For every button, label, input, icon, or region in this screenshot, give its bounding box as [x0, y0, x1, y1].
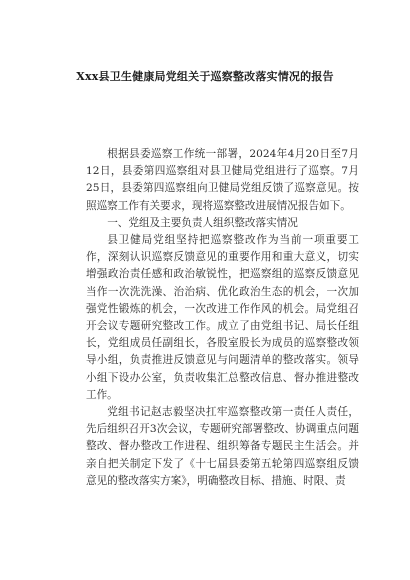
paragraph-party-group: 县卫健局党组坚持把巡察整改作为当前一项重要工作，深刻认识巡察反馈意见的重要作用和重大意义，切实增强政治责任感和政治敏锐性，把巡察组的巡察反馈意见当作一次洗洗澡、治治病、优化政治生态的机会，一次加强党性锻炼的机会，一次改进工作作风的机会。局党组召开会议专题研究整改工作。成立了由党组书记、局长任组长，党组成员任副组长，各股室股长为成员的巡察整改领导小组，负责推进反馈意见与问题清单的整改落实。领导小组下设办公室，负责收集汇总整改信息、督办推进整改工作。: [86, 234, 359, 401]
document-body: [86, 146, 359, 490]
paragraph-intro: 根据县委巡察工作统一部署，2024年4月20日至7月12日，县委第四巡察组对县卫健局党组进行了巡察。7月25日，县委第四巡察组向卫健局党组反馈了巡察意见。按照巡察工作有关要求，现将巡察整改进展情况报告如下。: [86, 148, 359, 212]
section-heading-1: 一、党组及主要负责人组织整改落实情况: [107, 216, 298, 229]
paragraph-party-secretary: 党组书记赵志毅坚决扛牢巡察整改第一责任人责任，先后组织召开3次会议，专题研究部署整改、协调重点问题整改、督办整改工作进程、组织筹备专题民主生活会。并亲自把关制定下发了《十七届县委第五轮第四巡察组反馈意见的整改落实方案》，明确整改目标、措施、时限、责: [86, 406, 359, 487]
document-title: Xxx县卫生健康局党组关于巡察整改落实情况的报告: [76, 70, 334, 83]
